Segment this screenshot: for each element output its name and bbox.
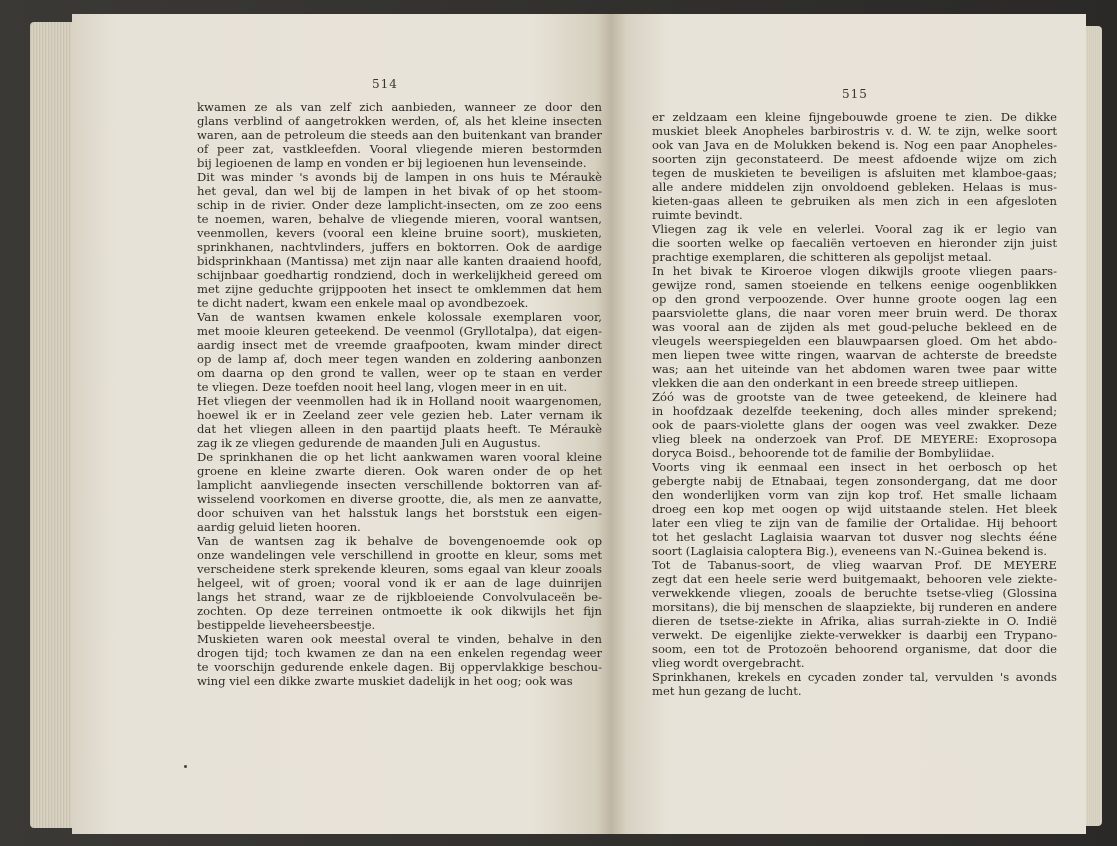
text-line: wisselend voorkomen en diverse grootte, die, als men ze aanvatte, [197, 492, 602, 506]
text-line: droeg een kop met oogen op wijd uitstaande stelen. Het bleek [652, 502, 1057, 516]
text-line: later een vlieg te zijn van de familie der Ortalidae. Hij behoort [652, 516, 1057, 530]
text-line: soort (Laglaisia caloptera Big.), eveneens van N.-Guinea bekend is. [652, 544, 1047, 558]
text-line: men liepen twee witte ringen, waarvan de achterste de breedste [652, 348, 1057, 362]
text-line: alle andere middelen zijn onvoldoend gebleken. Helaas is mus- [652, 180, 1057, 194]
text-line: ruimte bevindt. [652, 208, 743, 222]
text-line: verwekt. De eigenlijke ziekte-verwekker is daarbij een Trypano- [652, 628, 1057, 642]
text-line: soom, een tot de Protozoën behoorend organisme, dat door die [652, 642, 1057, 656]
text-line: Tot de Tabanus-soort, de vlieg waarvan Prof. DE MEYERE [652, 558, 1057, 572]
text-line: door schuiven van het halsstuk langs het borststuk een eigen- [197, 506, 602, 520]
text-line: In het bivak te Kiroeroe vlogen dikwijls groote vliegen paars- [652, 264, 1057, 278]
text-line: langs het strand, waar ze de rijkbloeiende Convolvulaceën be- [197, 590, 602, 604]
text-line: bij legioenen de lamp en vonden er bij legioenen hun levenseinde. [197, 156, 587, 170]
text-line: vleugels weerspiegelden een blauwpaarsen gloed. Om het abdo- [652, 334, 1057, 348]
text-line: er zeldzaam een kleine fijngebouwde groene te zien. De dikke [652, 110, 1057, 124]
text-line: te voorschijn gedurende enkele dagen. Bij oppervlakkige beschou- [197, 660, 602, 674]
text-line: veenmollen, kevers (vooral een kleine bruine soort), muskieten, [197, 226, 602, 240]
text-line: kwamen ze als van zelf zich aanbieden, wanneer ze door den [197, 100, 602, 114]
text-line: morsitans), die bij menschen de slaapziekte, bij runderen en andere [652, 600, 1057, 614]
text-line: dat het vliegen alleen in den paartijd plaats heeft. Te Méraukè [197, 422, 602, 436]
text-line: wing viel een dikke zwarte muskiet dadelijk in het oog; ook was [197, 674, 573, 688]
page-number-left: 514 [372, 77, 398, 91]
text-line: prachtige exemplaren, die schitteren als gepolijst metaal. [652, 250, 992, 264]
text-line: tot het geslacht Laglaisia waarvan tot dusver nog slechts ééne [652, 530, 1057, 544]
text-line: die soorten welke op faecaliën vertoeven en hieronder zijn juist [652, 236, 1057, 250]
text-line: dieren de tsetse-ziekte in Afrika, alias surrah-ziekte in O. Indië [652, 614, 1057, 628]
text-line: glans verblind of aangetrokken werden, of, als het kleine insecten [197, 114, 602, 128]
open-book [30, 12, 1102, 838]
text-line: om daarna op den grond te vallen, weer op te staan en verder [197, 366, 602, 380]
left-page-text [197, 100, 602, 688]
text-line: was; aan het uiteinde van het abdomen waren twee paar witte [652, 362, 1057, 376]
text-line: Voorts ving ik eenmaal een insect in het oerbosch op het [652, 460, 1057, 474]
text-line: op den grond verpoozende. Over hunne groote oogen lag een [652, 292, 1057, 306]
text-line: schip in de rivier. Onder deze lamplicht-insecten, om ze zoo eens [197, 198, 602, 212]
text-line: Dit was minder 's avonds bij de lampen in ons huis te Méraukè [197, 170, 602, 184]
right-page-text [652, 110, 1057, 698]
text-line: bidsprinkhaan (Mantissa) met zijn naar alle kanten draaiend hoofd, [197, 254, 602, 268]
text-line: sprinkhanen, nachtvlinders, juffers en boktorren. Ook de aardige [197, 240, 602, 254]
text-line: het geval, dan wel bij de lampen in het bivak of op het stoom- [197, 184, 602, 198]
text-line: groene en kleine zwarte dieren. Ook waren onder de op het [197, 464, 602, 478]
text-line: zochten. Op deze terreinen ontmoette ik ook dikwijls het fijn [197, 604, 602, 618]
text-line: vlieg wordt overgebracht. [652, 656, 805, 670]
text-line: vlieg bleek na onderzoek van Prof. DE MEYERE: Exoprosopa [652, 432, 1057, 446]
text-line: soorten zijn geconstateerd. De meest afdoende wijze om zich [652, 152, 1057, 166]
text-line: zag ik ze vliegen gedurende de maanden Juli en Augustus. [197, 436, 541, 450]
text-line: met zijne geduchte grijppooten het insect te omklemmen dat hem [197, 282, 602, 296]
text-line: hoewel ik er in Zeeland zeer vele gezien heb. Later vernam ik [197, 408, 602, 422]
text-line: Muskieten waren ook meestal overal te vinden, behalve in den [197, 632, 602, 646]
text-line: ook de paars-violette glans der oogen was veel zwakker. Deze [652, 418, 1057, 432]
text-line: gewijze rond, samen stoeiende en telkens eenige oogenblikken [652, 278, 1057, 292]
text-line: vlekken die aan den onderkant in een breede streep uitliepen. [652, 376, 1019, 390]
text-line: ook van Java en de Molukken bekend is. Nog een paar Anopheles- [652, 138, 1057, 152]
text-line: gebergte nabij de Etnabaai, tegen zonsondergang, dat me door [652, 474, 1057, 488]
left-page [72, 14, 612, 834]
text-line: verwekkende vliegen, zooals de beruchte tsetse-vlieg (Glossina [652, 586, 1057, 600]
text-line: te dicht nadert, kwam een enkele maal op avondbezoek. [197, 296, 529, 310]
text-line: was vooral aan de zijden als met goud-peluche bekleed en de [652, 320, 1057, 334]
text-line: Het vliegen der veenmollen had ik in Holland nooit waargenomen, [197, 394, 602, 408]
text-line: Zóó was de grootste van de twee geteekend, de kleinere had [652, 390, 1057, 404]
ink-speck [184, 765, 187, 768]
text-line: tegen de muskieten te beveiligen is afsluiten met klamboe-gaas; [652, 166, 1057, 180]
text-line: muskiet bleek Anopheles barbirostris v. d. W. te zijn, welke soort [652, 124, 1057, 138]
text-line: De sprinkhanen die op het licht aankwamen waren vooral kleine [197, 450, 602, 464]
text-line: helgeel, wit of groen; vooral vond ik er aan de lage duinrijen [197, 576, 602, 590]
text-line: of peer zat, vastkleefden. Vooral vliegende mieren bestormden [197, 142, 602, 156]
text-line: Van de wantsen zag ik behalve de bovengenoemde ook op [197, 534, 602, 548]
page-number-right: 515 [842, 87, 868, 101]
text-line: den wonderlijken vorm van zijn kop trof. Het smalle lichaam [652, 488, 1057, 502]
text-line: aardig geluid lieten hooren. [197, 520, 361, 534]
text-line: onze wandelingen vele verschillend in grootte en kleur, soms met [197, 548, 602, 562]
text-line: drogen tijd; toch kwamen ze dan na een enkelen regendag weer [197, 646, 602, 660]
text-line: Sprinkhanen, krekels en cycaden zonder tal, vervulden 's avonds [652, 670, 1057, 684]
text-line: te vliegen. Deze toefden nooit heel lang, vlogen meer in en uit. [197, 380, 568, 394]
text-line: met hun gezang de lucht. [652, 684, 802, 698]
text-line: aardig insect met de vreemde graafpooten, kwam minder direct [197, 338, 602, 352]
text-line: waren, aan de petroleum die steeds aan den buitenkant van brander [197, 128, 602, 142]
text-line: doryca Boisd., behoorende tot de familie der Bombyliidae. [652, 446, 995, 460]
text-line: te noemen, waren, behalve de vliegende mieren, vooral wantsen, [197, 212, 602, 226]
text-line: schijnbaar goedhartig rondziend, doch in werkelijkheid gereed om [197, 268, 602, 282]
right-page [612, 14, 1086, 834]
text-line: Vliegen zag ik vele en velerlei. Vooral zag ik er legio van [652, 222, 1057, 236]
text-line: in hoofdzaak dezelfde teekening, doch alles minder sprekend; [652, 404, 1057, 418]
text-line: lamplicht aanvliegende insecten verschillende boktorren van af- [197, 478, 602, 492]
text-line: kieten-gaas alleen te gebruiken als men zich in een afgesloten [652, 194, 1057, 208]
text-line: verscheidene sterk sprekende kleuren, soms egaal van kleur zooals [197, 562, 602, 576]
text-line: op de lamp af, doch meer tegen wanden en zoldering aanbonzen [197, 352, 602, 366]
text-line: met mooie kleuren geteekend. De veenmol (Gryllotalpa), dat eigen- [197, 324, 602, 338]
text-line: paarsviolette glans, die naar voren meer bruin werd. De thorax [652, 306, 1057, 320]
text-line: Van de wantsen kwamen enkele kolossale exemplaren voor, [197, 310, 602, 324]
text-line: zegt dat een heele serie werd buitgemaakt, behooren vele ziekte- [652, 572, 1057, 586]
page-edges-left [30, 22, 78, 828]
text-line: bestippelde lieveheersbeestje. [197, 618, 376, 632]
